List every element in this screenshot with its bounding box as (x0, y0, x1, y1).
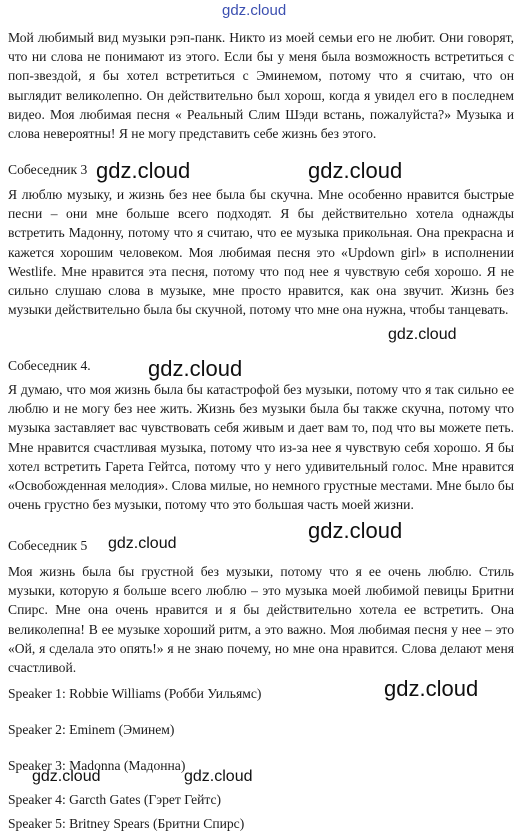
watermark: gdz.cloud (108, 535, 177, 552)
heading-speaker-3: Собеседник 3 (8, 162, 88, 177)
watermark: gdz.cloud (384, 676, 479, 701)
heading-speaker-5: Собеседник 5 (8, 538, 88, 553)
watermark: gdz.cloud (96, 158, 191, 183)
speaker-line: Speaker 5: Britney Spears (Бритни Спирс) (8, 816, 245, 831)
paragraph-speaker-5: Моя жизнь была бы грустной без музыки, потому что я ее очень люблю. Стиль музыки, которую я больше всего люблю – это музыка моей любимой певицы Бритни Спирс. Мне она очень нравится и я бы действительно хотела ее встретить. Она великолепна! В ее музыке хороший ритм, а это важно. Моя любимая песня у нее – это «Ой, я сделала это опять!» я не знаю почему, но мне она нравится. Слова делают меня счастливой. (8, 564, 514, 676)
watermark: gdz.cloud (308, 158, 403, 183)
speaker-line: Speaker 4: Garcth Gates (Гэрет Гейтс) (8, 792, 222, 807)
paragraph-speaker-3: Я люблю музыку, и жизнь без нее была бы скучна. Мне особенно нравится быстрые песни – они мне больше всего подходят. Я бы действительно хотела однажды встретить Мадонну, потому что я считаю, что ее музыка прикольная. Она прекрасна и кажется хорошим человеком. Моя любимая песня это «Updown girl» в исполнении Westlife. Мне нравится эта песня, потому что под нее я чувствую себя хорошо. Я не сильно слушаю слова в музыке, мне просто нравится, как она звучит. Жизнь без музыки действительно была бы скучной, потому что мне она нужна, чтобы танцевать. (8, 187, 514, 318)
watermark: gdz.cloud (184, 768, 253, 785)
paragraph-speaker-2: Мой любимый вид музыки рэп-панк. Никто из моей семьи его не любит. Они говорят, что ни слова не понимают из этого. Если бы у меня была возможность встретиться с поп-звездой, я бы хотел встретиться с Эминемом, потому что я считаю, что он выглядит великолепно. Он действительно был хорош, когда я увидел его в последнем видео. Моя любимая песня « Реальный Слим Шэди встань, пожалуйста?» Музыка и слова невероятны! Я не могу представить себе жизнь без этого. (8, 30, 514, 142)
paragraph-speaker-4: Я думаю, что моя жизнь была бы катастрофой без музыки, потому что я так сильно ее люблю и не могу без нее жить. Жизнь без музыки была бы также скучна, потому что музыка заставляет вас чувствовать себя живым и дает вам то, под что вы можете петь. Мне нравится счастливая музыка, потому что из-за нее я чувствую себя хорошо. Я бы хотел встретить Гарета Гейтса, потому что у него удивительный голос. Мне нравится «Освобожденная мелодия». Слова милые, но немного грустные местами. Мне было бы очень грустно без музыки, потому что это большая часть моей жизни. (8, 382, 514, 513)
watermark: gdz.cloud (148, 356, 243, 381)
watermark: gdz.cloud (222, 2, 287, 19)
watermark: gdz.cloud (388, 326, 457, 343)
watermark: gdz.cloud (32, 768, 101, 785)
speaker-line: Speaker 2: Eminem (Эминем) (8, 722, 175, 737)
speaker-line: Speaker 1: Robbie Williams (Робби Уильямс) (8, 686, 262, 701)
heading-speaker-4: Собеседник 4. (8, 358, 91, 373)
speaker-line: Speaker 3: Madonna (Мадонна) (8, 758, 186, 773)
watermark: gdz.cloud (308, 518, 403, 543)
